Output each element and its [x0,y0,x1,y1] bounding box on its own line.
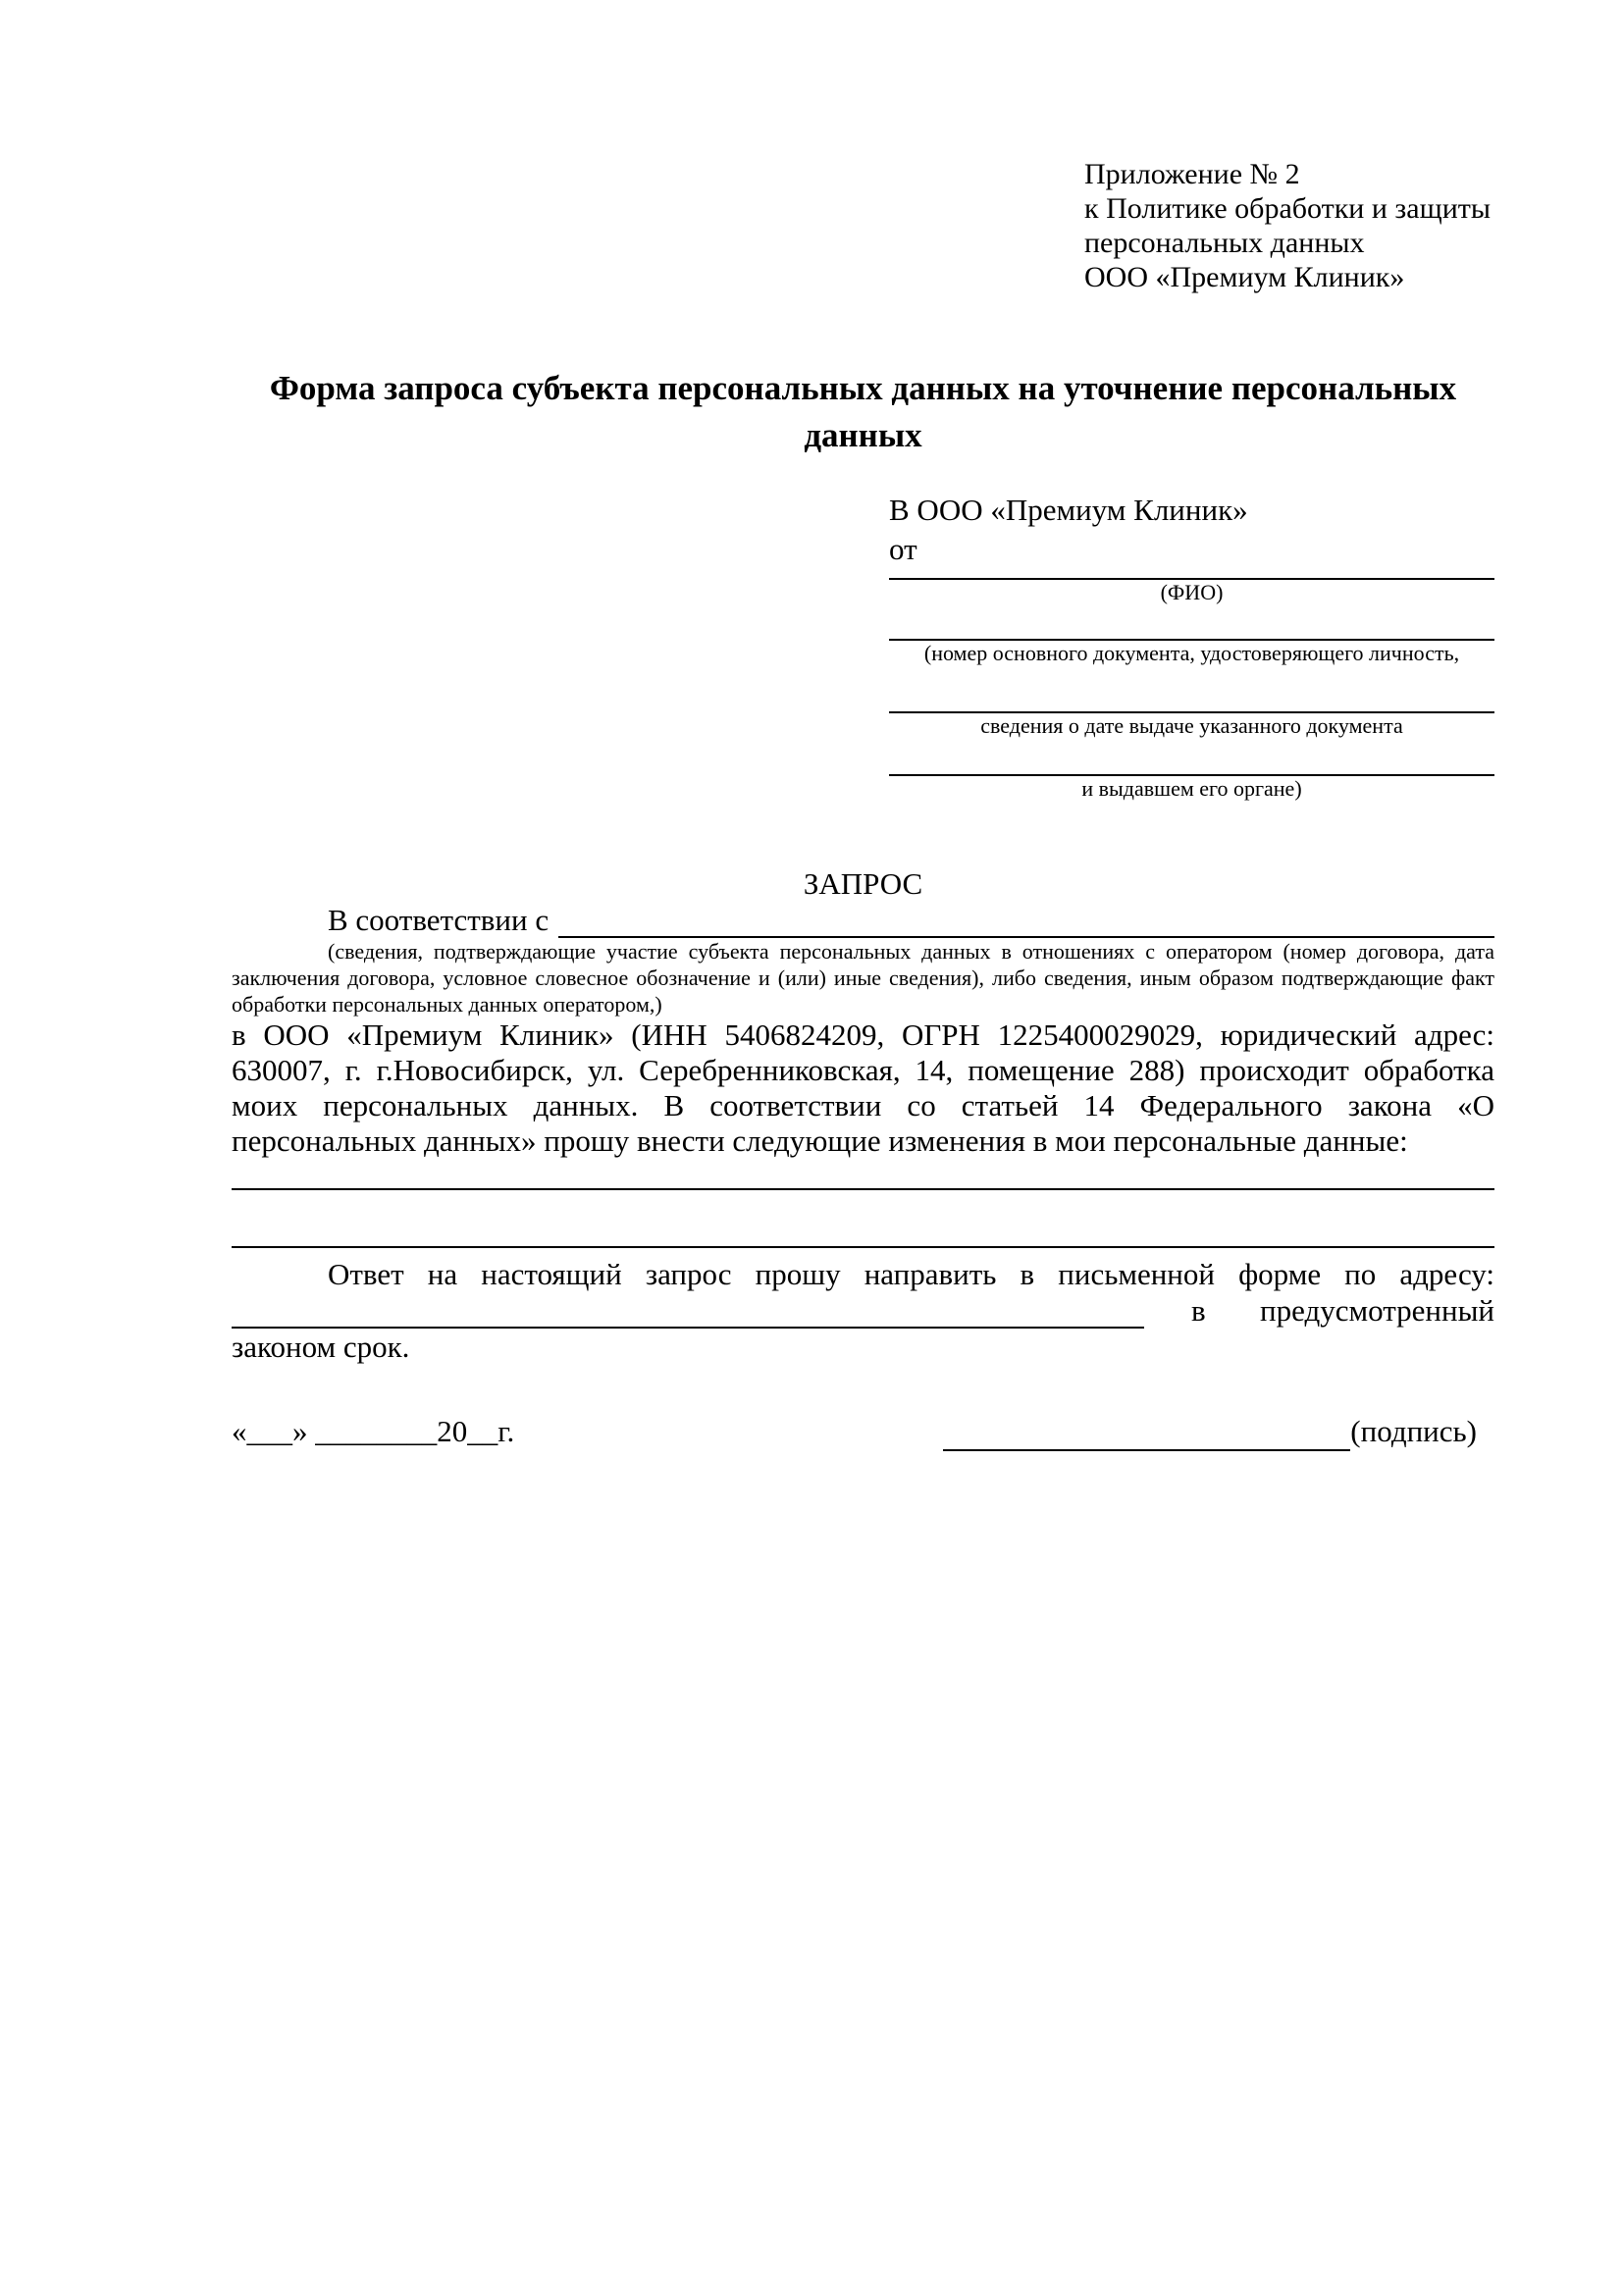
reply-address-line [232,1292,1494,1329]
request-body-paragraph: в ООО «Премиум Клиник» (ИНН 5406824209, ОГРН 1225400029029, юридический адрес: 630007, г. г.Новосибирск, ул. Серебренниковская, 14, помещение 288) происходит обработка моих персональных данных. В соответствии со статьей 14 Федерального закона «О персональных данных» прошу внести следующие изменения в мои персональные данные: [232,1018,1494,1158]
addressee-to: В ООО «Премиум Клиник» [889,493,1248,527]
issue-date-caption: сведения о дате выдаче указанного документа [980,713,1403,738]
reply-end-line: законом срок. [232,1330,410,1364]
basis-blank-line [558,907,1494,938]
identity-document-blank-line [889,605,1494,641]
request-heading: ЗАПРОС [803,866,923,901]
addressee-from: от [889,532,917,566]
reply-sentence: Ответ на настоящий запрос прошу направить в письменной форме по адресу: [328,1257,1494,1291]
addressee-block [889,491,1494,802]
intro-line [328,903,1494,938]
intro-caption: (сведения, подтверждающие участие субъекта персональных данных в отношениях с оператором (номер договора, дата заключения договора, условное словесное обозначение и (или) иные сведения), либо сведения, иным образом подтверждающие факт обработки персональных данных оператором,) [232,939,1494,1017]
signature-blank-line [943,1416,1350,1451]
signature-group [943,1412,1477,1451]
reply-paragraph [232,1256,1494,1365]
reply-tail-word: в [1191,1293,1206,1328]
annex-line: Приложение № 2 [1084,158,1300,190]
fio-caption: (ФИО) [1160,580,1224,604]
fio-blank-line [889,569,1494,580]
changes-blank-line-1 [232,1159,1494,1190]
identity-document-caption: (номер основного документа, удостоверяющего личность, [923,641,1460,665]
reply-tail-word: предусмотренный [1260,1293,1494,1328]
annex-line: к Политике обработки и защиты [1084,192,1492,225]
issue-date-blank-line [889,666,1494,713]
footer-row [232,1412,1494,1451]
issuing-authority-caption: и выдавшем его органе) [1081,776,1302,801]
issuing-authority-blank-line [889,739,1494,776]
document-title: Форма запроса субъекта персональных данных на уточнение персональных данных [269,369,1457,454]
signature-caption: (подпись) [1350,1414,1477,1448]
annex-block [1084,157,1494,294]
changes-blank-line-2 [232,1190,1494,1248]
reply-address-blank-line [232,1296,1144,1329]
annex-line: ООО «Премиум Клиник» [1084,261,1405,293]
date-line: «___» ________20__г. [232,1414,515,1448]
annex-line: персональных данных [1084,227,1365,259]
intro-prefix: В соответствии с [328,903,550,937]
